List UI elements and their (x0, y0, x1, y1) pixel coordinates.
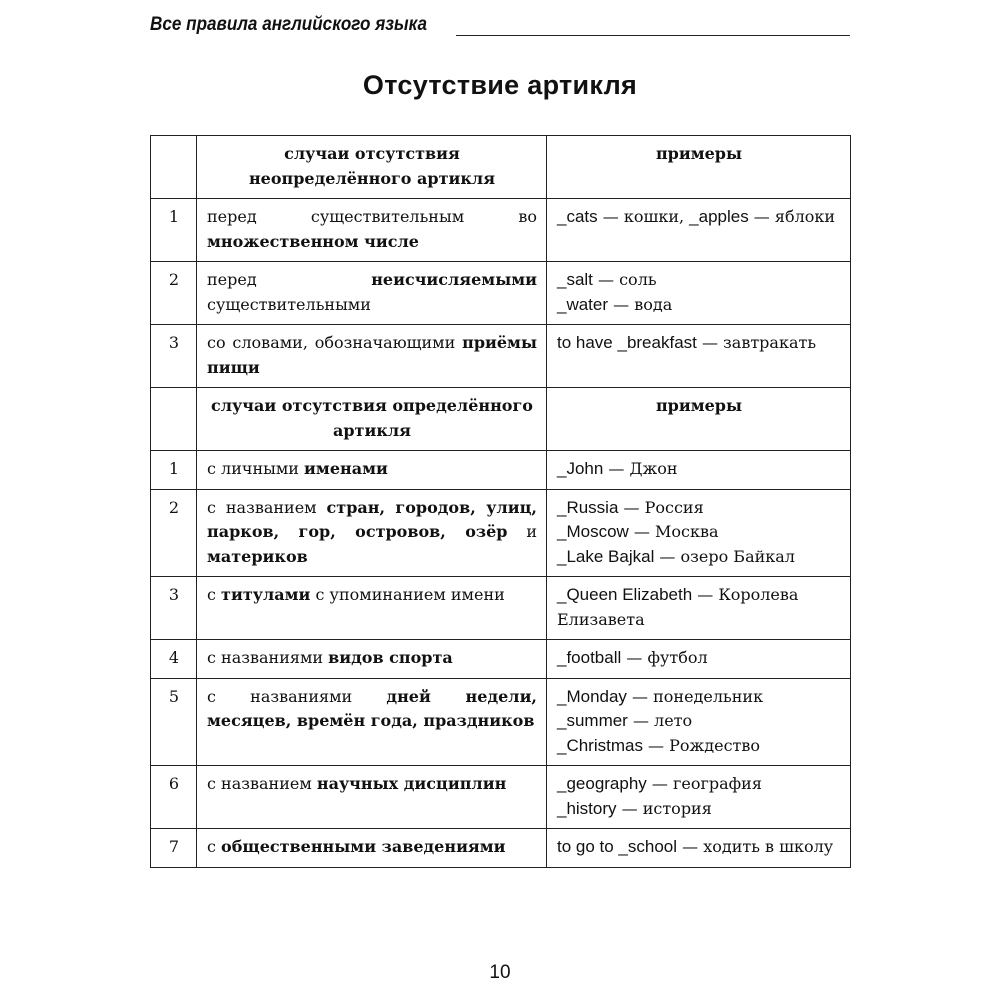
example-line (557, 331, 841, 356)
examples-cell (547, 766, 851, 829)
example-line (557, 772, 841, 797)
translation: — ходить в школу (677, 837, 834, 856)
examples-cell (547, 489, 851, 577)
translation: — яблоки (748, 207, 836, 226)
rule-cell (197, 678, 547, 766)
row-number: 1 (151, 199, 197, 262)
example-line (557, 646, 841, 671)
running-head-title: Все правила английского языка (150, 14, 428, 35)
rule-keyword: именами (304, 459, 388, 478)
header-number-cell (151, 136, 197, 199)
table-row (151, 577, 851, 640)
rule-keyword: титулами (221, 585, 311, 604)
example-line (557, 457, 841, 482)
rule-text: перед существительным во (207, 207, 537, 226)
section-header-definite (151, 388, 851, 451)
translation: — завтракать (696, 333, 817, 352)
examples-cell (547, 451, 851, 490)
english-word: _history (557, 798, 617, 818)
example-line (557, 293, 841, 318)
rule-keyword: приёмы пищи (207, 333, 537, 377)
english-word: to have _breakfast (557, 333, 697, 352)
example-line (557, 709, 841, 734)
english-word: _football (557, 648, 622, 667)
row-number: 2 (151, 489, 197, 577)
row-number: 7 (151, 829, 197, 868)
english-word: _Lake Bajkal (557, 546, 655, 566)
example-line (557, 685, 841, 710)
translation: — футбол (621, 648, 708, 667)
rule-keyword: стран, городов, улиц, парков, гор, островов, озёр (207, 497, 537, 541)
table-row (151, 766, 851, 829)
rule-cell (197, 325, 547, 388)
rule-keyword: видов спорта (328, 648, 453, 667)
rule-text: с упоминанием имени (310, 585, 505, 604)
translation: — Рождество (642, 735, 761, 755)
rule-text: с личными (207, 459, 305, 478)
rule-text: перед (207, 270, 372, 289)
english-word: _Moscow (557, 522, 629, 541)
english-word: _salt (557, 270, 593, 289)
header-cases-definite: случаи отсутствия определённого артикля (197, 388, 547, 451)
example-line (557, 797, 841, 822)
rule-keyword: дней недели, месяцев, времён года, праздников (207, 686, 538, 730)
header-cases-indefinite: случаи отсутствия неопределённого артикля (197, 136, 547, 199)
rule-text: с названием (207, 774, 317, 793)
header-examples-definite: примеры (547, 388, 851, 451)
rule-cell (197, 829, 547, 868)
english-word: _geography (557, 774, 647, 793)
example-line (557, 268, 841, 293)
example-line (557, 583, 841, 632)
examples-cell (547, 262, 851, 325)
examples-cell (547, 678, 851, 766)
table-row (151, 262, 851, 325)
rule-cell (197, 766, 547, 829)
row-number: 4 (151, 640, 197, 679)
row-number: 3 (151, 577, 197, 640)
examples-cell (547, 199, 851, 262)
row-number: 3 (151, 325, 197, 388)
translation: — Москва (628, 522, 719, 541)
row-number: 1 (151, 451, 197, 490)
example-line (557, 734, 841, 759)
table-row (151, 678, 851, 766)
example-line (557, 835, 841, 860)
rule-text: с названием (207, 497, 327, 517)
example-line (557, 496, 841, 521)
translation: — лето (627, 711, 693, 730)
table-body (151, 136, 851, 388)
english-word: _cats (557, 207, 598, 226)
english-word: _summer (557, 711, 628, 730)
rule-text: существительными (207, 294, 371, 314)
rule-cell (197, 451, 547, 490)
english-word: _Monday (557, 686, 627, 706)
english-word: _Queen Elizabeth (557, 585, 693, 604)
table-row (151, 640, 851, 679)
translation: — Джон (603, 459, 678, 478)
translation: — история (616, 798, 712, 818)
table-row (151, 829, 851, 868)
translation: — соль (592, 270, 657, 289)
translation: — география (646, 774, 762, 793)
header-number-cell (151, 388, 197, 451)
translation: — Королева Елизавета (557, 585, 799, 629)
rule-text: со словами, обозначающими (207, 333, 463, 352)
rule-cell (197, 199, 547, 262)
english-word: _Russia (557, 497, 619, 517)
examples-cell (547, 829, 851, 868)
rule-keyword: общественными заведениями (221, 837, 506, 856)
table-row (151, 325, 851, 388)
rule-text: с названиями (207, 648, 329, 667)
table-row (151, 489, 851, 577)
rule-keyword: материков (207, 546, 308, 566)
table-body-definite (151, 388, 851, 868)
translation: — Россия (618, 497, 704, 517)
translation: — вода (608, 294, 673, 314)
section-header-indefinite (151, 136, 851, 199)
translation: — озеро Байкал (654, 546, 795, 566)
rule-keyword: множественном числе (207, 231, 419, 251)
english-word: _Christmas (557, 735, 643, 755)
rule-keyword: научных дисциплин (316, 774, 507, 793)
row-number: 6 (151, 766, 197, 829)
table-row (151, 451, 851, 490)
row-number: 2 (151, 262, 197, 325)
rule-cell (197, 577, 547, 640)
article-absence-table (150, 135, 851, 868)
english-word: _apples (689, 207, 749, 226)
example-line (557, 205, 841, 230)
header-examples-indefinite: примеры (547, 136, 851, 199)
rule-text: с (207, 837, 222, 856)
rule-text: с (207, 585, 222, 604)
rule-cell (197, 262, 547, 325)
translation: — понедельник (626, 686, 764, 706)
example-line (557, 520, 841, 545)
running-head (150, 14, 850, 44)
english-word: _water (557, 294, 609, 314)
examples-cell (547, 577, 851, 640)
rule-cell (197, 640, 547, 679)
english-word: _John (557, 459, 604, 478)
english-word: to go to _school (557, 837, 678, 856)
translation: — кошки, (597, 207, 690, 226)
examples-cell (547, 640, 851, 679)
row-number: 5 (151, 678, 197, 766)
running-head-rule (456, 35, 850, 36)
example-line (557, 545, 841, 570)
rule-text: и (507, 522, 538, 541)
page-title: Отсутствие артикля (362, 70, 638, 100)
page-number: 10 (489, 962, 511, 983)
rule-cell (197, 489, 547, 577)
examples-cell (547, 325, 851, 388)
rule-text: с названиями (207, 686, 387, 706)
table-row (151, 199, 851, 262)
rule-keyword: неисчисляемыми (371, 270, 537, 289)
